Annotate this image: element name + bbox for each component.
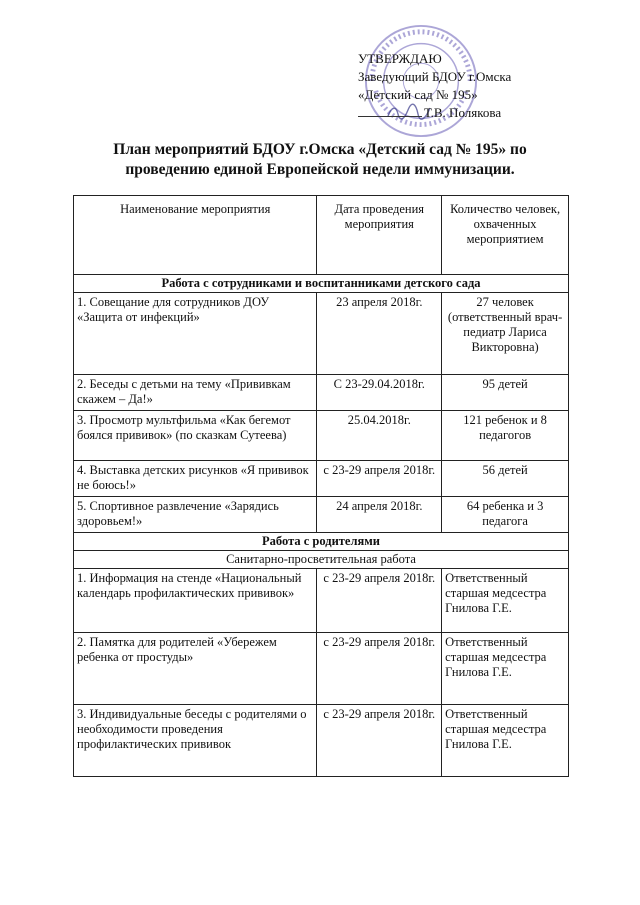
- table-row: [74, 375, 569, 411]
- people-count-cell: 56 детей: [442, 461, 569, 497]
- table-row: [74, 497, 569, 533]
- table-header-row: [74, 196, 569, 275]
- table-row: [74, 461, 569, 497]
- events-table: [73, 195, 569, 777]
- event-name-cell: 4. Выставка детских рисунков «Я прививок не боюсь!»: [74, 461, 317, 497]
- responsible-cell: Ответственный старшая медсестра Гнилова Г.Е.: [442, 705, 569, 777]
- event-name-cell: 5. Спортивное развлечение «Зарядись здоровьем!»: [74, 497, 317, 533]
- responsible-cell: Ответственный старшая медсестра Гнилова Г.Е.: [442, 569, 569, 633]
- event-name-cell: 2. Беседы с детьми на тему «Прививкам скажем – Да!»: [74, 375, 317, 411]
- event-date-cell: 25.04.2018г.: [317, 411, 442, 461]
- event-name-cell: 3. Индивидуальные беседы с родителями о необходимости проведения профилактических прививок: [74, 705, 317, 777]
- signature-underline: [358, 104, 422, 117]
- event-name-cell: 1. Совещание для сотрудников ДОУ «Защита от инфекций»: [74, 293, 317, 375]
- people-count-cell: 95 детей: [442, 375, 569, 411]
- header-event-name: Наименование мероприятия: [74, 196, 317, 275]
- document-title: [50, 140, 590, 180]
- table-row: [74, 705, 569, 777]
- event-date-cell: С 23-29.04.2018г.: [317, 375, 442, 411]
- subsection-title: Санитарно-просветительная работа: [74, 551, 569, 569]
- event-name-cell: 2. Памятка для родителей «Убережем ребенка от простуды»: [74, 633, 317, 705]
- people-count-cell: 64 ребенка и 3 педагога: [442, 497, 569, 533]
- approval-block: [358, 50, 511, 122]
- approval-name: Т.В. Полякова: [424, 105, 502, 120]
- responsible-cell: Ответственный старшая медсестра Гнилова Г.Е.: [442, 633, 569, 705]
- header-people-count: Количество человек, охваченных мероприятием: [442, 196, 569, 275]
- header-event-date: Дата проведения мероприятия: [317, 196, 442, 275]
- title-line-1: План мероприятий БДОУ г.Омска «Детский сад № 195» по: [113, 141, 527, 158]
- approval-signature-line: [358, 104, 511, 122]
- title-line-2: проведению единой Европейской недели иммунизации.: [125, 161, 515, 178]
- section-row-staff: [74, 275, 569, 293]
- table-row: [74, 633, 569, 705]
- table-row: [74, 411, 569, 461]
- table-row: [74, 569, 569, 633]
- people-count-cell: 27 человек (ответственный врач-педиатр Лариса Викторовна): [442, 293, 569, 375]
- event-name-cell: 1. Информация на стенде «Национальный календарь профилактических прививок»: [74, 569, 317, 633]
- table-row: [74, 293, 569, 375]
- event-date-cell: 24 апреля 2018г.: [317, 497, 442, 533]
- approval-organization: «Детский сад № 195»: [358, 87, 478, 102]
- section-title-staff: Работа с сотрудниками и воспитанниками детского сада: [74, 275, 569, 293]
- event-name-cell: 3. Просмотр мультфильма «Как бегемот боялся прививок» (по сказкам Сутеева): [74, 411, 317, 461]
- people-count-cell: 121 ребенок и 8 педагогов: [442, 411, 569, 461]
- event-date-cell: с 23-29 апреля 2018г.: [317, 569, 442, 633]
- event-date-cell: 23 апреля 2018г.: [317, 293, 442, 375]
- event-date-cell: с 23-29 апреля 2018г.: [317, 705, 442, 777]
- event-date-cell: с 23-29 апреля 2018г.: [317, 461, 442, 497]
- event-date-cell: с 23-29 апреля 2018г.: [317, 633, 442, 705]
- approval-position: Заведующий БДОУ г.Омска: [358, 69, 512, 84]
- section-title-parents: Работа с родителями: [74, 533, 569, 551]
- section-row-parents: [74, 533, 569, 551]
- approval-heading: УТВЕРЖДАЮ: [358, 51, 442, 66]
- subsection-row: [74, 551, 569, 569]
